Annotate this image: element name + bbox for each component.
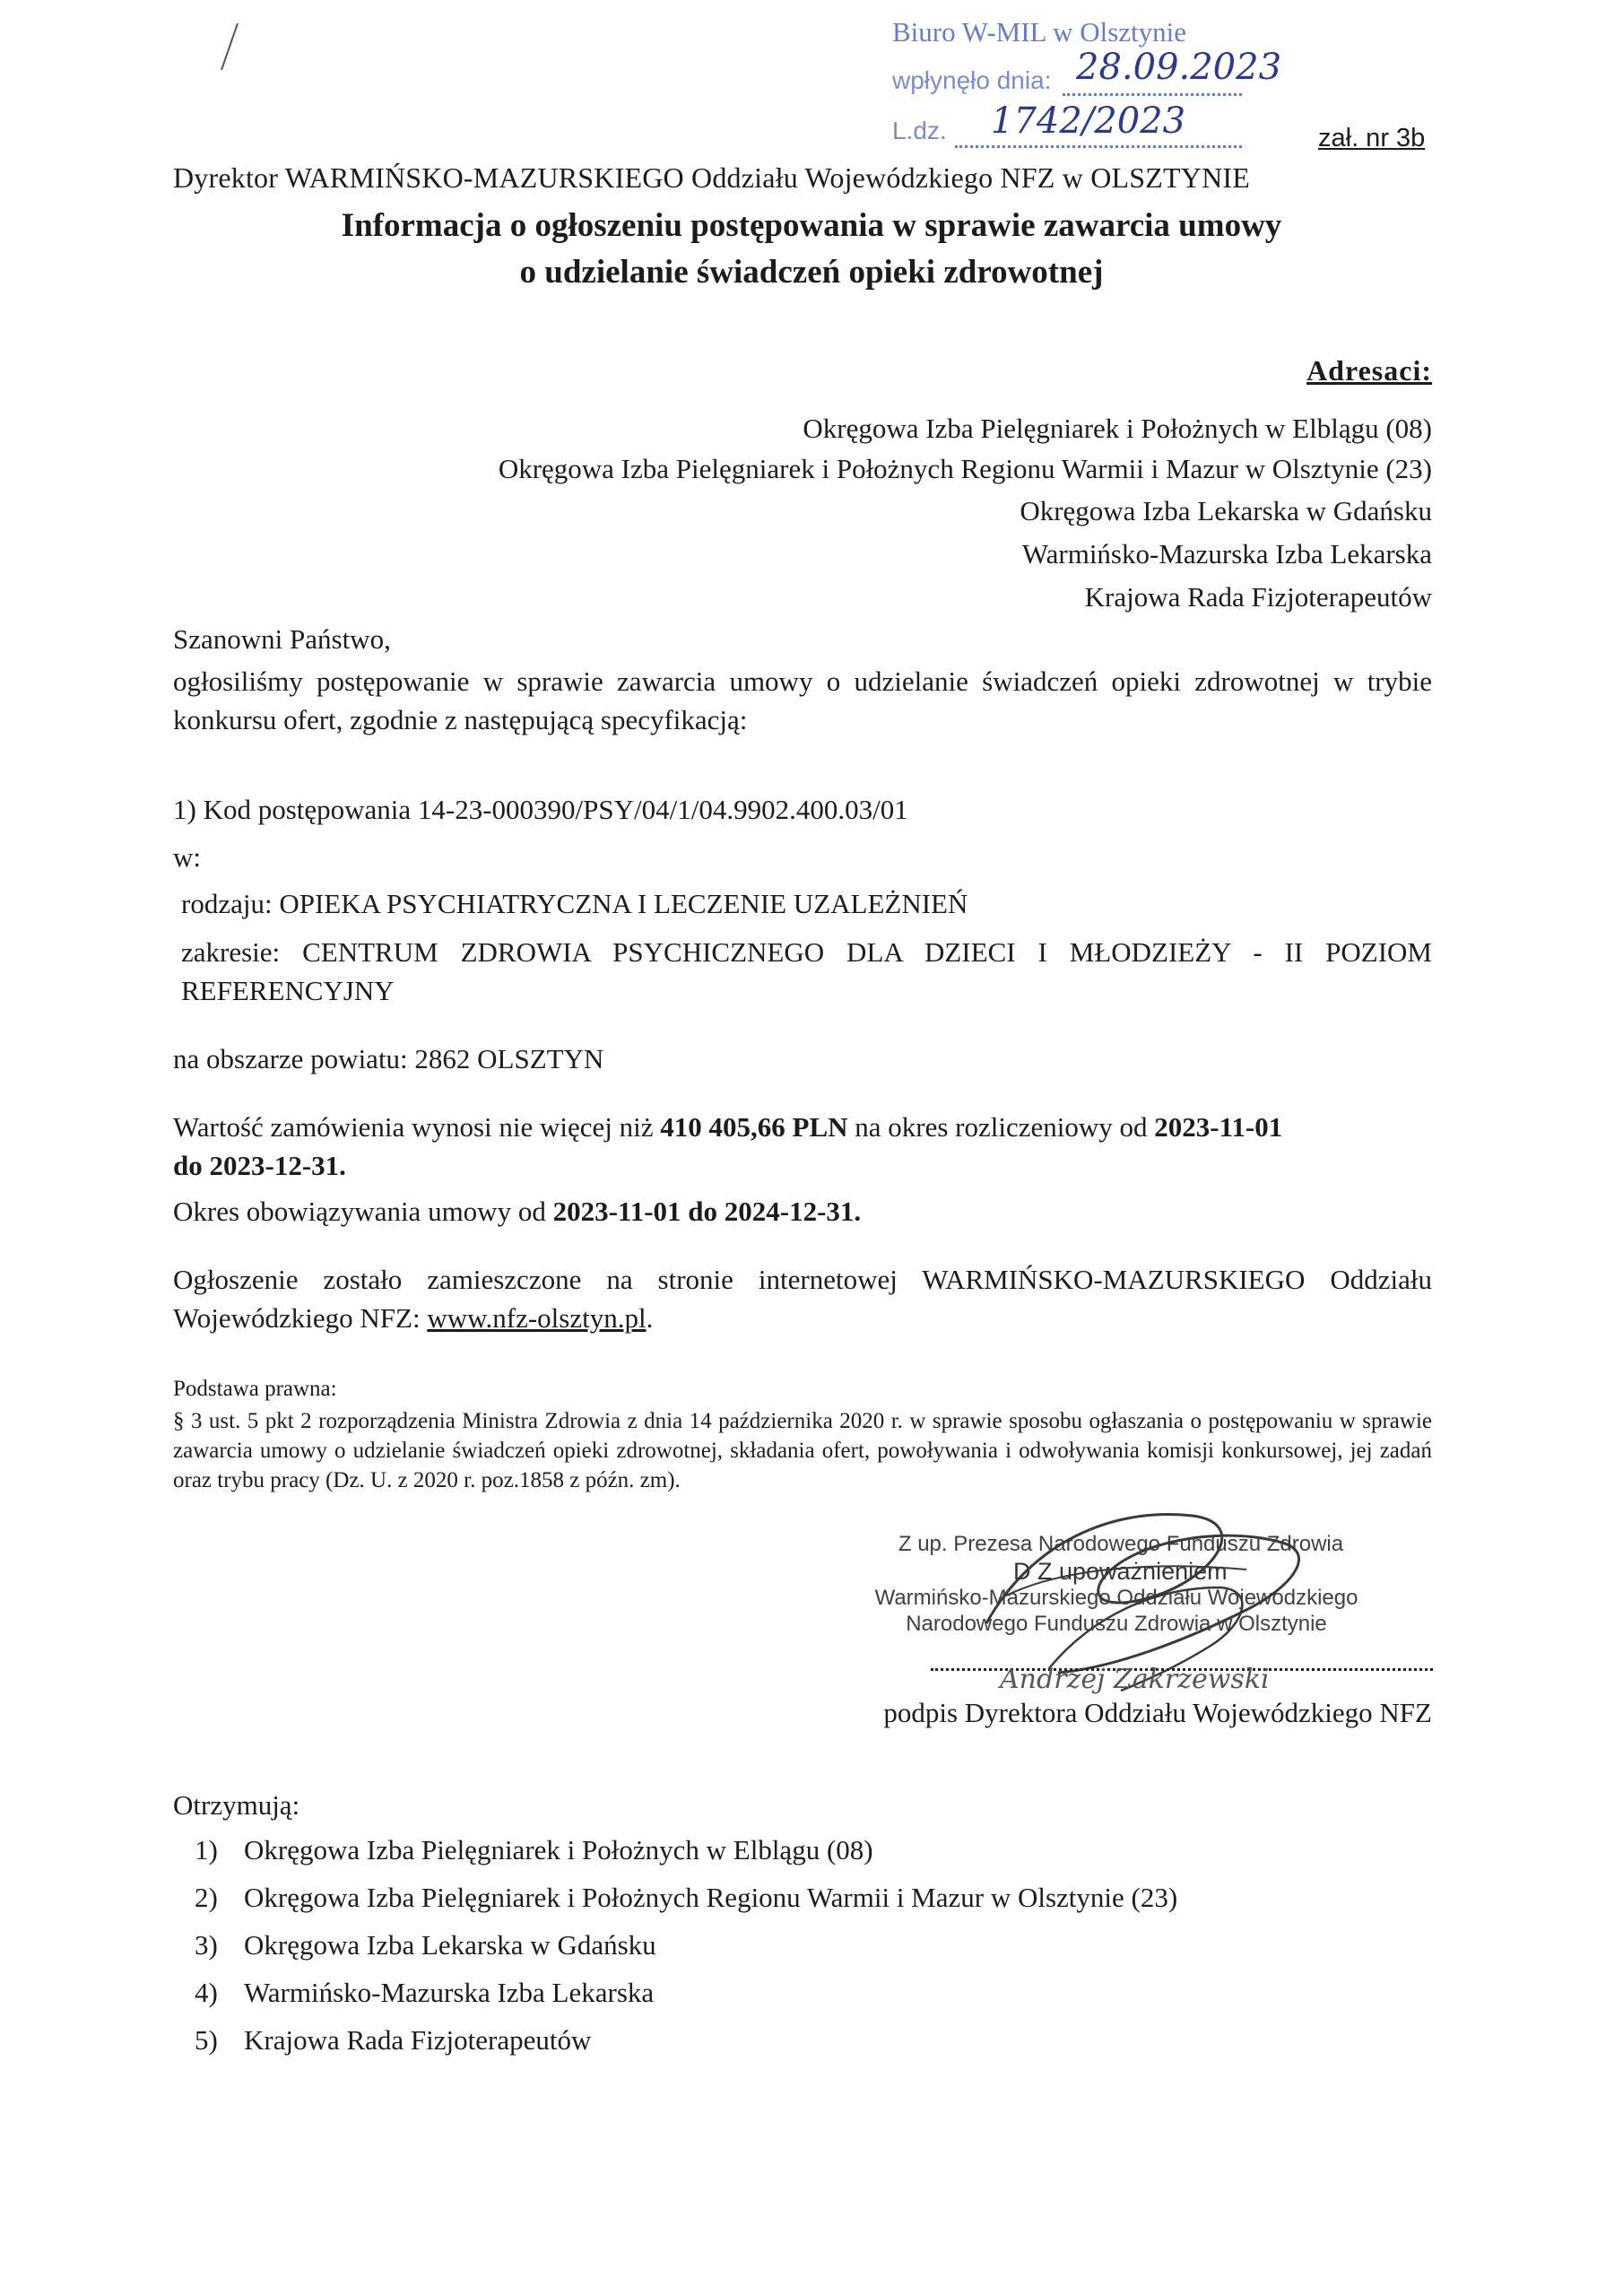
w-label: w: bbox=[173, 841, 201, 873]
published-text: Ogłoszenie zostało zamieszczone na stronie internetowej WARMIŃSKO-MAZURSKIEGO Oddziału Wojewódzkiego NFZ: bbox=[173, 1264, 1432, 1334]
recipient-item: Warmińsko-Mazurska Izba Lekarska bbox=[1021, 538, 1432, 570]
stamp-received-label: wpłynęło dnia: bbox=[892, 66, 1052, 94]
attachment-label: zał. nr 3b bbox=[1318, 124, 1426, 152]
legal-basis-text: § 3 ust. 5 pkt 2 rozporządzenia Ministra Zdrowia z dnia 14 października 2020 r. w sprawie sposobu ogłaszania o postępowaniu w sprawie zawarcia umowy o udzielanie świadczeń opieki zdrowotnej, składania ofert, powoływania i odwoływania komisji konkursowej, jej zadań oraz trybu pracy (Dz. U. z 2020 r. poz.1858 z późn. zm). bbox=[173, 1409, 1432, 1492]
signature-stamp-line3: Warmińsko-Mazurskiego Oddziału Wojewódzkiego bbox=[874, 1586, 1358, 1610]
recipient-item: Okręgowa Izba Lekarska w Gdańsku bbox=[1020, 495, 1432, 526]
receiver-item: Okręgowa Izba Lekarska w Gdańsku bbox=[244, 1929, 656, 1961]
receiver-item: Okręgowa Izba Pielęgniarek i Położnych w Elblągu (08) bbox=[244, 1834, 873, 1866]
recipients-heading: Adresaci: bbox=[1306, 354, 1432, 387]
stamp-received-date: 28.09.2023 bbox=[1076, 47, 1282, 88]
legal-basis-label: Podstawa prawna: bbox=[173, 1377, 337, 1401]
validity-line bbox=[173, 1196, 861, 1228]
validity-range: 2023-11-01 do 2024-12-31. bbox=[552, 1196, 862, 1227]
stamp-ldz-label: L.dz. bbox=[892, 117, 947, 144]
published-paragraph bbox=[173, 1260, 1432, 1337]
receiver-number: 4) bbox=[195, 1977, 218, 2008]
procedure-code: 1) Kod postępowania 14-23-000390/PSY/04/1/04.9902.400.03/01 bbox=[173, 794, 908, 825]
validity-prefix: Okres obowiązywania umowy od bbox=[173, 1196, 553, 1227]
receiver-item: Warmińsko-Mazurska Izba Lekarska bbox=[244, 1977, 655, 2008]
area-line: na obszarze powiatu: 2862 OLSZTYN bbox=[173, 1043, 604, 1074]
recipient-item: Okręgowa Izba Pielęgniarek i Położnych Regionu Warmii i Mazur w Olsztynie (23) bbox=[498, 453, 1432, 484]
receiver-number: 5) bbox=[195, 2024, 218, 2056]
registry-stamp bbox=[883, 11, 1305, 154]
value-amount: 410 405,66 PLN bbox=[660, 1111, 848, 1143]
receiver-item: Krajowa Rada Fizjoterapeutów bbox=[244, 2024, 592, 2056]
receiver-number: 3) bbox=[195, 1929, 218, 1961]
published-end: . bbox=[646, 1302, 654, 1334]
receiver-item: Okręgowa Izba Pielęgniarek i Położnych Regionu Warmii i Mazur w Olsztynie (23) bbox=[244, 1882, 1178, 1913]
stamp-office: Biuro W-MIL w Olsztynie bbox=[892, 16, 1187, 48]
signature-stamp-line4: Narodowego Funduszu Zdrowia w Olsztynie bbox=[906, 1612, 1327, 1636]
receiver-number: 2) bbox=[195, 1882, 218, 1913]
value-to: do 2023-12-31. bbox=[173, 1150, 346, 1181]
signer-name: Andrzej Zakrzewski bbox=[1000, 1664, 1270, 1695]
value-prefix: Wartość zamówienia wynosi nie więcej niż bbox=[173, 1111, 661, 1143]
signature-stamp-line1: Z up. Prezesa Narodowego Funduszu Zdrowia bbox=[898, 1532, 1344, 1556]
signature-stamp-line2: D Z upoważnieniem bbox=[1013, 1558, 1228, 1585]
nfz-website-link[interactable]: www.nfz-olsztyn.pl bbox=[427, 1302, 647, 1334]
page-title-line2: o udzielanie świadczeń opieki zdrowotnej bbox=[519, 254, 1104, 291]
recipient-item: Krajowa Rada Fizjoterapeutów bbox=[1084, 581, 1432, 613]
intro-paragraph: ogłosiliśmy postępowanie w sprawie zawarcia umowy o udzielanie świadczeń opieki zdrowotnej w trybie konkursu ofert, zgodnie z następującą specyfikacją: bbox=[173, 665, 1432, 735]
salutation: Szanowni Państwo, bbox=[173, 623, 391, 655]
stamp-dots bbox=[1063, 93, 1242, 96]
pen-mark-icon bbox=[211, 20, 247, 74]
receiver-number: 1) bbox=[195, 1834, 218, 1866]
recipient-item: Okręgowa Izba Pielęgniarek i Położnych w Elblągu (08) bbox=[803, 413, 1432, 444]
type-line: rodzaju: OPIEKA PSYCHIATRYCZNA I LECZENIE UZALEŻNIEŃ bbox=[181, 888, 968, 919]
value-paragraph bbox=[173, 1108, 1432, 1185]
stamp-ldz-number: 1742/2023 bbox=[991, 100, 1186, 142]
signature-caption: podpis Dyrektora Oddziału Wojewódzkiego NFZ bbox=[883, 1697, 1432, 1728]
stamp-dots-ldz bbox=[955, 145, 1242, 148]
scope-line: zakresie: CENTRUM ZDROWIA PSYCHICZNEGO DLA DZIECI I MŁODZIEŻY - II POZIOM REFERENCYJNY bbox=[181, 936, 1432, 1006]
value-mid: na okres rozliczeniowy od bbox=[847, 1111, 1155, 1143]
value-from: 2023-11-01 bbox=[1154, 1111, 1283, 1143]
receivers-heading: Otrzymują: bbox=[173, 1789, 300, 1821]
issuer-line: Dyrektor WARMIŃSKO-MAZURSKIEGO Oddziału Wojewódzkiego NFZ w OLSZTYNIE bbox=[173, 161, 1251, 194]
page-title-line1: Informacja o ogłoszeniu postępowania w sprawie zawarcia umowy bbox=[341, 207, 1282, 244]
